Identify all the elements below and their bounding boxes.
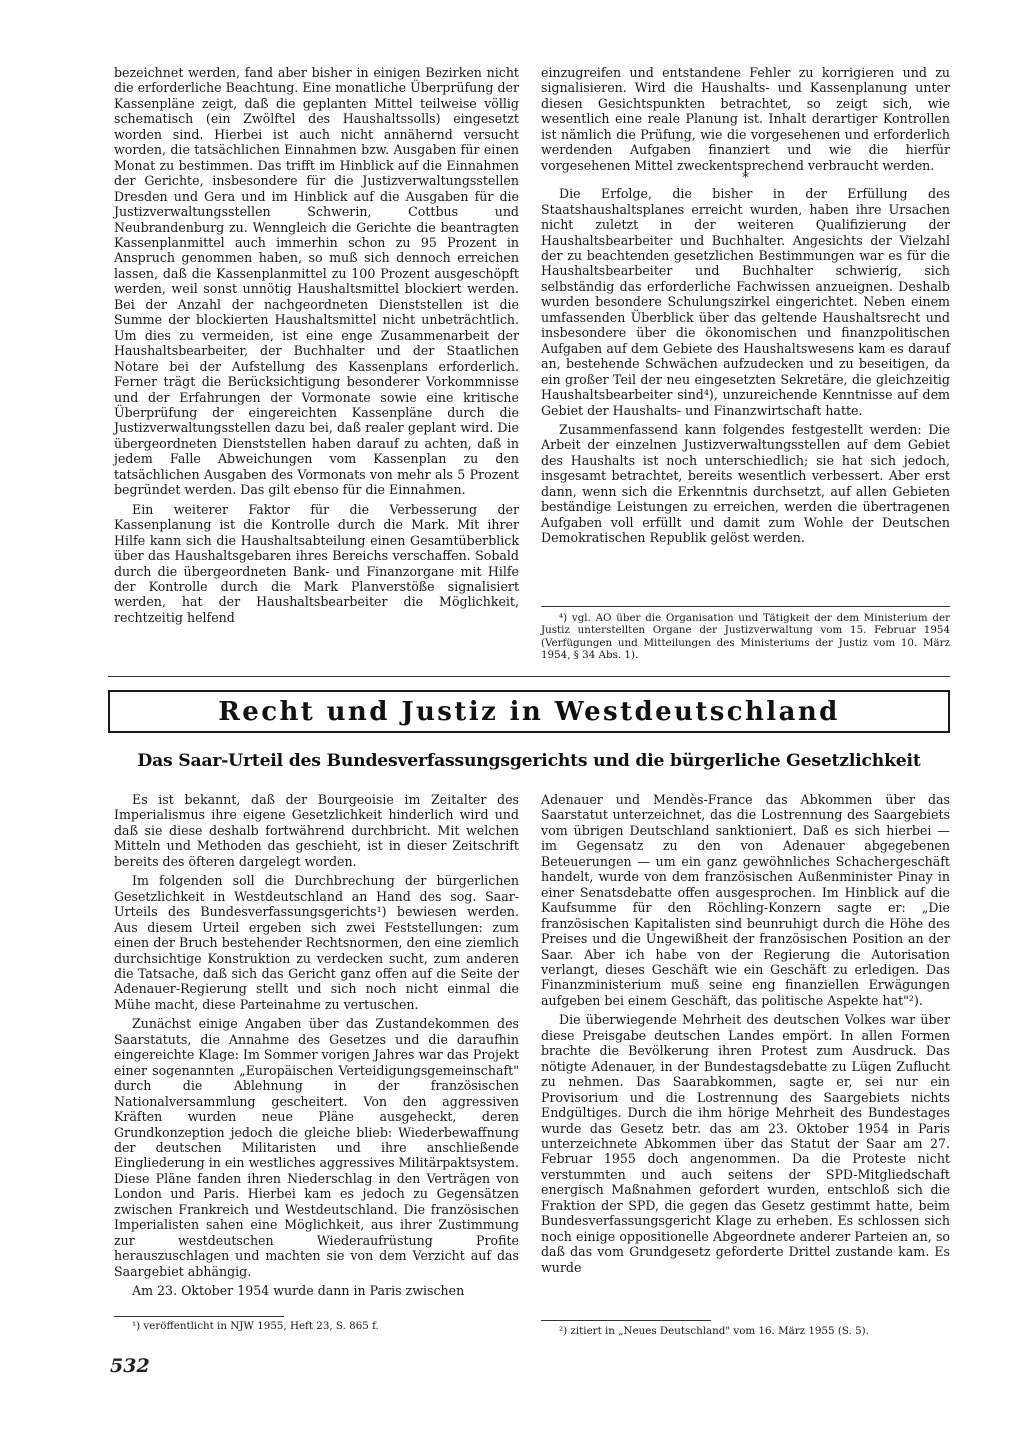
footnote-4 <box>541 612 950 662</box>
footnote-4-text: ⁴) vgl. AO über die Organisation und Tätigkeit der dem Ministerium der Justiz unterstellten Organe der Justizverwaltung vom 15. Februar 1954 (Verfügungen und Mitteilungen des Ministeriums der Justiz vom 10. März 1954, § 34 Abs. 1). <box>541 612 950 662</box>
article-right-paragraph-1: Adenauer und Mendès-France das Abkommen über das Saarstatut unterzeichnet, das die Lostrennung des Saargebiets vom übrigen Deutschland sanktioniert. Daß es sich hierbei — im Gegensatz zu den von Adenauer abgegebenen Beteuerungen — um ein ganz gewöhnliches Schachergeschäft handelt, wurde von dem französischen Außenminister Pinay in einer Senatsdebatte offen ausgesprochen. Im Hinblick auf die Kaufsumme für den Röchling-Konzern sagte er: „Die französischen Kapitalisten sind beunruhigt durch die Höhe des Preises und die Ungewißheit der französischen Position an der Saar. Aber ich habe von der Regierung die Autorisation verlangt, dieses Geschäft wie ein Geschäft zu erledigen. Das Finanzministerium muß seine eng finanziellen Erwägungen aufgeben bei einem Geschäft, das politische Aspekte hat"²). <box>541 792 950 1008</box>
footnote-divider-left <box>114 1316 284 1317</box>
top-left-paragraph-1: bezeichnet werden, fand aber bisher in einigen Bezirken nicht die erforderliche Beachtung. Eine monatliche Überprüfung der Kassenpläne zeigt, daß die geplanten Mittel teilweise völlig schematisch (ein Zwölftel des Haushaltssolls) eingesetzt worden sind. Hierbei ist auch nicht annähernd versucht worden, die tatsächlichen Einnahmen bzw. Ausgaben für einen Monat zu bestimmen. Das trifft im Hinblick auf die Einnahmen der Gerichte, insbesondere für die Justizverwaltungsstellen Dresden und Gera und im Hinblick auf die Ausgaben für die Justizverwaltungsstellen Schwerin, Cottbus und Neubrandenburg zu. Wenngleich die Gerichte die beantragten Kassenplanmittel auch immerhin schon zu 95 Prozent in Anspruch genommen haben, so muß sich dennoch erreichen lassen, daß die Kassenplanmittel zu 100 Prozent ausgeschöpft werden, weil sonst unnötig Haushaltsmittel blockiert werden. Bei der Anzahl der nachgeordneten Dienststellen ist die Summe der blockierten Haushaltsmittel nicht unbeträchtlich. Um dies zu vermeiden, ist eine enge Zusammenarbeit der Haushaltsbearbeiter, der Buchhalter und der Staatlichen Notare bei der Aufstellung des Kassenplans erforderlich. Ferner trägt die Berücksichtigung besonderer Vorkommnisse und der Erfahrungen der Vormonate sowie eine kritische Überprüfung der eingereichten Kassenpläne durch die Justizverwaltungsstellen dazu bei, daß realer geplant wird. Die übergeordneten Dienststellen haben darauf zu achten, daß in jedem Falle Abweichungen vom Kassenplan zu den tatsächlichen Ausgaben des Vormonats von mehr als 5 Prozent begründet werden. Das gilt ebenso für die Einnahmen. <box>114 65 519 498</box>
footnote-2 <box>541 1325 950 1337</box>
footnote-divider-right <box>541 1320 711 1321</box>
article-right-column <box>541 792 950 1275</box>
article-left-paragraph-1: Es ist bekannt, daß der Bourgeoisie im Zeitalter des Imperialismus ihre eigene Gesetzlichkeit hinderlich wird und daß sie diese deshalb fortwährend durchbricht. Mit welchen Mitteln und Methoden das geschieht, ist in dieser Zeitschrift bereits des öfteren dargelegt worden. <box>114 792 519 869</box>
article-title: Das Saar-Urteil des Bundesverfassungsgerichts und die bürgerliche Gesetzlichkeit <box>137 751 921 771</box>
footnote-divider-top <box>541 606 950 607</box>
article-left-paragraph-3: Zunächst einige Angaben über das Zustandekommen des Saarstatuts, die Annahme des Gesetzes und die daraufhin eingereichte Klage: Im Sommer vorigen Jahres war das Projekt einer sogenannten „Europäischen Verteidigungsgemeinschaft" durch die Ablehnung in der französischen Nationalversammlung gescheitert. Von den aggressiven Kräften wurden neue Pläne ausgeheckt, deren Grundkonzeption jedoch die gleiche blieb: Wiederbewaffnung der deutschen Militaristen und ihre anschließende Eingliederung in ein westliches aggressives Militärpaktsystem. Diese Pläne fanden ihren Niederschlag in den Verträgen von London und Paris. Hierbei kam es jedoch zu Gegensätzen zwischen Frankreich und Westdeutschland. Die französischen Imperialisten sahen eine Möglichkeit, aus ihrer Zustimmung zur westdeutschen Wiederaufrüstung Profite herauszuschlagen und machten sie von dem Verzicht auf das Saargebiet abhängig. <box>114 1016 519 1279</box>
page-number: 532 <box>110 1355 150 1377</box>
section-heading-box <box>108 690 950 733</box>
top-right-paragraph-2: Die Erfolge, die bisher in der Erfüllung des Staatshaushaltsplanes erreicht wurden, haben ihre Ursachen nicht zuletzt in der weiteren Qualifizierung der Haushaltsbearbeiter und Buchhalter. Angesichts der Vielzahl der zu beachtenden gesetzlichen Bestimmungen war es für die Haushaltsbearbeiter und Buchhalter schwierig, sich selbständig das erforderliche Fachwissen anzueignen. Deshalb wurden besondere Schulungszirkel eingerichtet. Neben einem umfassenden Überblick über das geltende Haushaltsrecht und insbesondere über die ökonomischen und finanzpolitischen Aufgaben auf dem Gebiete des Haushaltswesens kam es darauf an, bestehende Schwächen aufzudecken und zu beseitigen, da ein großer Teil der neu eingesetzten Sekretäre, die gleichzeitig Haushaltsbearbeiter sind⁴), unzureichende Kenntnisse auf dem Gebiet der Haushalts- und Finanzwirtschaft hatte. <box>541 186 950 418</box>
article-left-column <box>114 792 519 1299</box>
section-heading: Recht und Justiz in Westdeutschland <box>218 696 840 727</box>
article-left-paragraph-2: Im folgenden soll die Durchbrechung der bürgerlichen Gesetzlichkeit in Westdeutschland an Hand des sog. Saar-Urteils des Bundesverfassungsgerichts¹) bewiesen werden. Aus diesem Urteil ergeben sich zwei Feststellungen: zum einen der Bruch bestehender Rechtsnormen, den eine ziemlich durchsichtige Konstruktion zu verdecken sucht, zum anderen die Tatsache, daß sich das Gericht ganz offen auf die Seite der Adenauer-Regierung stellt und sich noch nicht einmal die Mühe macht, diese Parteinahme zu vertuschen. <box>114 873 519 1012</box>
top-left-column <box>114 65 519 625</box>
footnote-1-text: ¹) veröffentlicht in NJW 1955, Heft 23, S. 865 f. <box>132 1320 379 1332</box>
section-separator-asterisk: * <box>742 171 749 187</box>
top-right-paragraph-3: Zusammenfassend kann folgendes festgestellt werden: Die Arbeit der einzelnen Justizverwaltungsstellen auf dem Gebiet des Haushalts ist noch unterschiedlich; sie hat sich jedoch, insgesamt betrachtet, bereits wesentlich verbessert. Aber erst dann, wenn sich die Erkenntnis durchsetzt, auf allen Gebieten beständige Leistungen zu erreichen, werden die übertragenen Aufgaben voll erfüllt und damit zum Wohle der Deutschen Demokratischen Republik gelöst werden. <box>541 421 950 546</box>
footnote-2-text: ²) zitiert in „Neues Deutschland" vom 16. März 1955 (S. 5). <box>559 1325 869 1337</box>
article-left-paragraph-4: Am 23. Oktober 1954 wurde dann in Paris zwischen <box>132 1283 465 1299</box>
footnote-1 <box>114 1320 519 1332</box>
section-divider-line <box>108 676 950 677</box>
top-left-paragraph-2: Ein weiterer Faktor für die Verbesserung der Kassenplanung ist die Kontrolle durch die Mark. Mit ihrer Hilfe kann sich die Haushaltsabteilung einen Gesamtüberblick über das Haushaltsgebaren ihres Bereichs verschaffen. Sobald durch die übergeordneten Bank- und Finanzorgane mit Hilfe der Kontrolle durch die Mark Planverstöße signalisiert werden, hat der Haushaltsbearbeiter die Möglichkeit, rechtzeitig helfend <box>114 501 519 625</box>
top-right-paragraph-1: einzugreifen und entstandene Fehler zu korrigieren und zu signalisieren. Wird die Haushalts- und Kassenplanung unter diesen Gesichtspunkten betrachtet, so zeigt sich, wie wesentlich eine reale Planung ist. Inhalt derartiger Kontrollen ist nämlich die Prüfung, wie die vorgesehenen und erforderlich werdenden Aufgaben finanziert und wie die hierfür vorgesehenen Mittel zweckentsprechend verbraucht werden. <box>541 65 950 173</box>
top-right-column <box>541 65 950 546</box>
article-right-paragraph-2: Die überwiegende Mehrheit des deutschen Volkes war über diese Preisgabe deutschen Landes empört. In allen Formen brachte die Bevölkerung ihren Protest zum Ausdruck. Das nötigte Adenauer, in der Bundestagsdebatte zu Lügen Zuflucht zu nehmen. Das Saarabkommen, sagte er, sei nur ein Provisorium und die Lostrennung des Saargebiets nichts Endgültiges. Durch die ihm hörige Mehrheit des Bundestages wurde das Gesetz betr. das am 23. Oktober 1954 in Paris unterzeichnete Abkommen über das Statut der Saar am 27. Februar 1955 doch angenommen. Da die Proteste nicht verstummten und auch seitens der SPD-Mitgliedschaft energisch Maßnahmen gefordert wurden, entschloß sich die Fraktion der SPD, die gegen das Gesetz gestimmt hatte, beim Bundesverfassungsgericht Klage zu erheben. Es schlossen sich noch einige oppositionelle Abgeordnete anderer Parteien an, so daß das vom Grundgesetz geforderte Drittel zustande kam. Es wurde <box>541 1012 950 1275</box>
